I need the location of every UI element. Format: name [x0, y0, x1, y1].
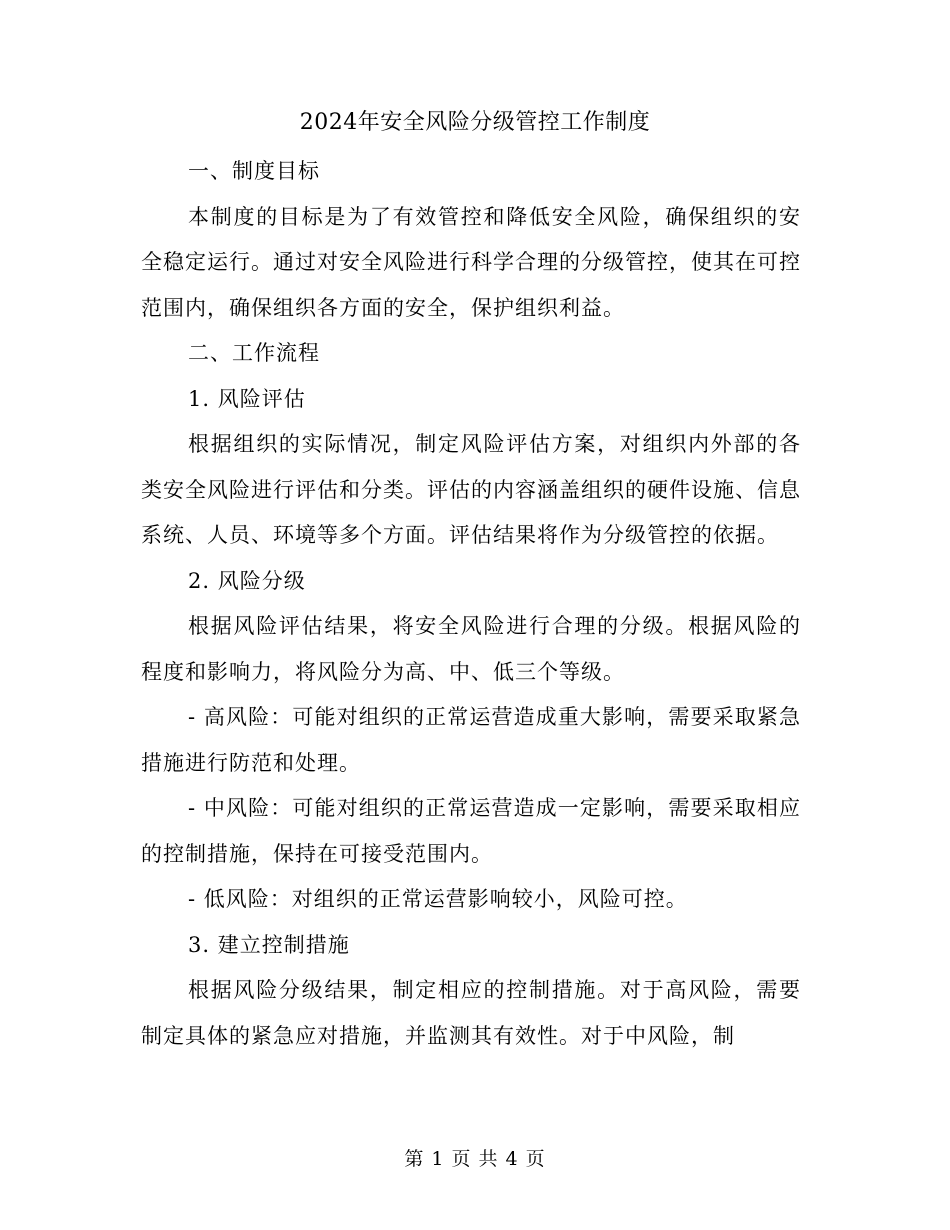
paragraph-risk-assessment: 根据组织的实际情况，制定风险评估方案，对组织内外部的各类安全风险进行评估和分类。评估的内容涵盖组织的硬件设施、信息系统、人员、环境等多个方面。评估结果将作为分级管控的依据。 — [141, 432, 801, 547]
list-item-medium-risk: - 中风险：可能对组织的正常运营造成一定影响，需要采取相应的控制措施，保持在可接受范围内。 — [141, 796, 801, 866]
list-item-low-risk: - 低风险：对组织的正常运营影响较小，风险可控。 — [188, 887, 688, 911]
paragraph-risk-grading: 根据风险评估结果，将安全风险进行合理的分级。根据风险的程度和影响力，将风险分为高、中、低三个等级。 — [141, 614, 801, 684]
section-heading-workflow: 二、工作流程 — [188, 341, 320, 365]
section-heading-objective: 一、制度目标 — [188, 159, 320, 183]
page-footer: 第 1 页 共 4 页 — [404, 1148, 546, 1170]
subheading-risk-assessment: 1. 风险评估 — [188, 386, 306, 411]
list-item-high-risk: - 高风险：可能对组织的正常运营造成重大影响，需要采取紧急措施进行防范和处理。 — [141, 705, 801, 775]
paragraph-objective: 本制度的目标是为了有效管控和降低安全风险，确保组织的安全稳定运行。通过对安全风险进行科学合理的分级管控，使其在可控范围内，确保组织各方面的安全，保护组织利益。 — [141, 204, 801, 320]
subheading-control-measures: 3. 建立控制措施 — [188, 932, 350, 957]
subheading-risk-grading: 2. 风险分级 — [188, 568, 306, 593]
document-title: 2024年安全风险分级管控工作制度 — [299, 110, 651, 135]
paragraph-control-measures: 根据风险分级结果，制定相应的控制措施。对于高风险，需要制定具体的紧急应对措施，并监测其有效性。对于中风险，制 — [141, 978, 801, 1048]
document-body — [141, 149, 801, 1059]
